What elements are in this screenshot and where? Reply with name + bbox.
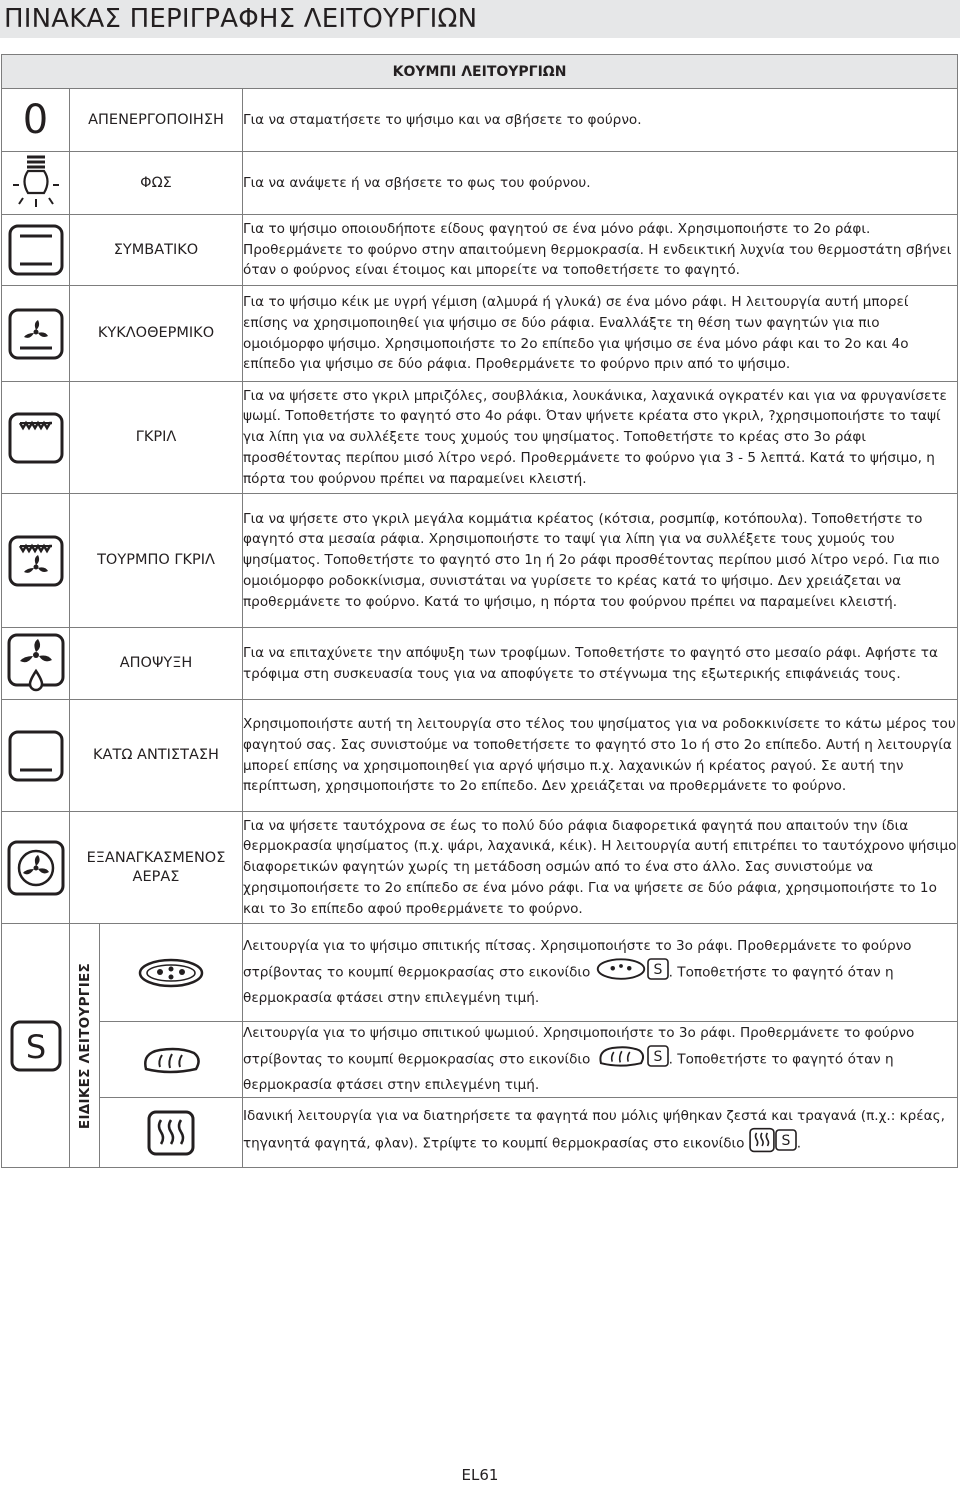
page-title: ΠΙΝΑΚΑΣ ΠΕΡΙΓΡΑΦΗΣ ΛΕΙΤΟΥΡΓΙΩΝ: [4, 4, 478, 34]
function-name: ΦΩΣ: [70, 152, 243, 215]
bread-text-before: Λειτουργία για το ψήσιμο σπιτικού ψωμιού. Χρησιμοποιήστε το 3ο ράφι. Προθερμάνετε το φούρνο στρίβοντας το κουμπί θερμοκρασίας στο εικονίδιο: [243, 1025, 915, 1068]
table-header: ΚΟΥΜΠΙ ΛΕΙΤΟΥΡΓΙΩΝ: [2, 55, 958, 89]
inline-bread-icon: [595, 1044, 647, 1075]
table-row: [2, 924, 958, 1022]
inline-s-icon: [647, 1045, 669, 1074]
function-name: ΚΥΚΛΟΘΕΡΜΙΚΟ: [70, 286, 243, 382]
special-label-cell: [70, 924, 100, 1168]
function-name: ΑΠΟΨΥΞΗ: [70, 628, 243, 700]
table-row: [2, 628, 958, 700]
table-row: [2, 382, 958, 494]
function-description: [243, 1022, 958, 1098]
pizza-icon: [138, 957, 204, 989]
function-description: Για να σταματήσετε το ψήσιμο και να σβήσετε το φούρνο.: [243, 89, 958, 152]
pizza-text-after: . Τοποθετήστε το φαγητό όταν η θερμοκρασία φτάσει στην επιλεγμένη τιμή.: [243, 964, 894, 1006]
conventional-icon: [8, 224, 64, 276]
table-header-row: [2, 55, 958, 89]
table-row: [2, 1022, 958, 1098]
table-row: [2, 1098, 958, 1168]
function-description: Για να επιταχύνετε την απόψυξη των τροφίμων. Τοποθετήστε το φαγητό στο μεσαίο ράφι. Αφήστε τα τρόφιμα στη συσκευασία τους για να αποφύγετε το στέγνωμα της εξωτερικής επιφάνειάς τους.: [243, 628, 958, 700]
bread-description: [243, 1023, 957, 1095]
convection-icon: [8, 308, 64, 360]
special-symbol: S: [25, 1027, 46, 1066]
functions-table: [1, 54, 958, 1168]
function-description: [243, 924, 958, 1022]
bottom-heat-icon: [8, 730, 64, 782]
table-row: [2, 215, 958, 286]
inline-pizza-icon: [595, 957, 647, 988]
table-row: [2, 152, 958, 215]
icon-cell: [2, 812, 70, 924]
function-name: ΣΥΜΒΑΤΙΚΟ: [70, 215, 243, 286]
keep-warm-description: [243, 1106, 957, 1160]
function-name: ΓΚΡΙΛ: [70, 382, 243, 494]
defrost-icon: [7, 633, 65, 695]
function-description: Για να ανάψετε ή να σβήσετε το φως του φούρνου.: [243, 152, 958, 215]
function-description: Για να ψήσετε στο γκριλ μεγάλα κομμάτια κρέατος (κότσια, ροσμπίφ, κοτόπουλα). Τοποθετήστε το φαγητό στα μεσαία ράφια. Χρησιμοποιήστε το ταψί για λίπη για να συλλέξετε τους χυμούς του ψησίματος. Τοποθετήστε το φαγητό στο 1η ή 2ο ράφι προσθέτοντας περίπου μισό λίτρο νερό. Για πιο ομοιόμορφο ροδοκκίνισμα, συνιστάται να γυρίσετε το κρέας κατά το ψήσιμο. Δεν χρειάζεται να προθερμάνετε το φούρνο. Κατά το ψήσιμο, η πόρτα του φούρνου πρέπει να παραμείνει κλειστή.: [243, 494, 958, 628]
keep-warm-text-after: .: [796, 1134, 802, 1151]
inline-keep-warm-icon: [749, 1127, 775, 1160]
table-row: [2, 494, 958, 628]
icon-cell: [2, 89, 70, 152]
special-s-icon: [10, 1020, 62, 1072]
title-bar: [0, 0, 960, 38]
table-row: [2, 286, 958, 382]
keep-warm-icon: [147, 1110, 195, 1156]
icon-cell: [2, 382, 70, 494]
icon-cell: [2, 152, 70, 215]
special-icon-cell: [2, 924, 70, 1168]
inline-s-symbol: S: [781, 1132, 791, 1149]
function-name: ΚΑΤΩ ΑΝΤΙΣΤΑΣΗ: [70, 700, 243, 812]
inline-s-icon: [647, 958, 669, 987]
function-description: Για το ψήσιμο κέικ με υγρή γέμιση (αλμυρά ή γλυκά) σε ένα μόνο ράφι. Η λειτουργία αυτή μπορεί επίσης να χρησιμοποιηθεί για ψήσιμο σε δύο ράφια. Εναλλάξτε τη θέση των φαγητών για πιο ομοιόμορφο ψήσιμο. Χρησιμοποιήστε το 2ο επίπεδο για ψήσιμο σε ένα μόνο ράφι και το 2ο και 4ο επίπεδο για ψήσιμο σε δύο ράφια. Προθερμάνετε το φούρνο πριν από το ψήσιμο.: [243, 286, 958, 382]
table-row: [2, 812, 958, 924]
pizza-description: [243, 936, 957, 1008]
function-description: Χρησιμοποιήστε αυτή τη λειτουργία στο τέλος του ψησίματος για να ροδοκκινίσετε το κάτω μέρος του φαγητού σας. Σας συνιστούμε να τοποθετήσετε το φαγητό στο 1ο ή στο 2ο επίπεδο. Αυτή η λειτουργία μπορεί επίσης να χρησιμοποιηθεί για αργό ψήσιμο π.χ. λαχανικών ή κρέατος ραγού. Σε αυτή την περίπτωση, χρησιμοποιήστε το 2ο επίπεδο. Δεν χρειάζεται να προθερμάνετε το φούρνο.: [243, 700, 958, 812]
icon-cell: [2, 494, 70, 628]
function-name: ΑΠΕΝΕΡΓΟΠΟΙΗΣΗ: [70, 89, 243, 152]
icon-cell: [2, 700, 70, 812]
zero-symbol: 0: [22, 97, 49, 143]
icon-cell: [100, 924, 243, 1022]
function-description: Για να ψήσετε στο γκριλ μπριζόλες, σουβλάκια, λουκάνικα, λαχανικά ογκρατέν και για να φρυγανίσετε ψωμί. Τοποθετήστε το φαγητό στο 4ο ράφι. Όταν ψήνετε κρέατα στο γκριλ, ?χρησιμοποιήστε το ταψί για λίπη για να συλλέξετε τους χυμούς του ψησίματος. Τοποθετήστε το κρέας στο 3ο ράφι προσθέτοντας περίπου μισό λίτρο νερό. Προθερμάνετε το φούρνο για 3 - 5 λεπτά. Κατά το ψήσιμο, η πόρτα του φούρνου πρέπει να παραμείνει κλειστή.: [243, 382, 958, 494]
grill-icon: [8, 412, 64, 464]
icon-cell: [100, 1098, 243, 1168]
icon-cell: [100, 1022, 243, 1098]
function-name: ΤΟΥΡΜΠΟ ΓΚΡΙΛ: [70, 494, 243, 628]
function-name: ΕΞΑΝΑΓΚΑΣΜΕΝΟΣ ΑΕΡΑΣ: [70, 812, 243, 924]
bread-icon: [140, 1045, 202, 1075]
lamp-icon: [11, 155, 61, 211]
special-functions-label: ΕΙΔΙΚΕΣ ΛΕΙΤΟΥΡΓΙΕΣ: [76, 962, 93, 1129]
function-description: [243, 1098, 958, 1168]
icon-cell: [2, 628, 70, 700]
icon-cell: [2, 286, 70, 382]
bread-text-after: . Τοποθετήστε το φαγητό όταν η θερμοκρασία φτάσει στην επιλεγμένη τιμή.: [243, 1051, 894, 1093]
keep-warm-text-before: Ιδανική λειτουργία για να διατηρήσετε τα φαγητά που μόλις ψήθηκαν ζεστά και τραγανά (π.χ.: κρέας, τηγανητά φαγητά, φλαν). Στρίψτε το κουμπί θερμοκρασίας στο εικονίδιο: [243, 1107, 945, 1151]
inline-s-symbol: S: [653, 1049, 663, 1066]
inline-s-icon: [775, 1129, 797, 1158]
page-number: EL61: [461, 1466, 499, 1484]
function-description: Για το ψήσιμο οποιουδήποτε είδους φαγητού σε ένα μόνο ράφι. Χρησιμοποιήστε το 2ο ράφι. Προθερμάνετε το φούρνο στην απαιτούμενη θερμοκρασία. Η ενδεικτική λυχνία του θερμοστάτη σβήνει όταν ο φούρνος είναι έτοιμος και μπορείτε να τοποθετήσετε το φαγητό.: [243, 215, 958, 286]
turbo-grill-icon: [8, 535, 64, 587]
function-description: Για να ψήσετε ταυτόχρονα σε έως το πολύ δύο ράφια διαφορετικά φαγητά που απαιτούν την ίδια θερμοκρασία ψησίματος (π.χ. ψάρι, λαχανικά, κέικ). Η λειτουργία αυτή επιτρέπει το ταυτόχρονο ψήσιμο διαφορετικών φαγητών χωρίς τη μετάδοση οσμών από το ένα στο άλλο. Σας συνιστούμε να χρησιμοποιήσετε το 2ο επίπεδο σε ένα μόνο ράφι. Για να ψήσετε σε δύο ράφια, χρησιμοποιήστε το 1ο και το 3ο επίπεδο αφού προθερμάνετε το φούρνο.: [243, 812, 958, 924]
inline-s-symbol: S: [653, 962, 663, 979]
forced-air-icon: [7, 840, 65, 896]
table-row: [2, 700, 958, 812]
table-row: [2, 89, 958, 152]
icon-cell: [2, 215, 70, 286]
pizza-text-before: Λειτουργία για το ψήσιμο σπιτικής πίτσας. Χρησιμοποιήστε το 3ο ράφι. Προθερμάνετε το φούρνο στρίβοντας το κουμπί θερμοκρασίας στο εικονίδιο: [243, 938, 912, 981]
